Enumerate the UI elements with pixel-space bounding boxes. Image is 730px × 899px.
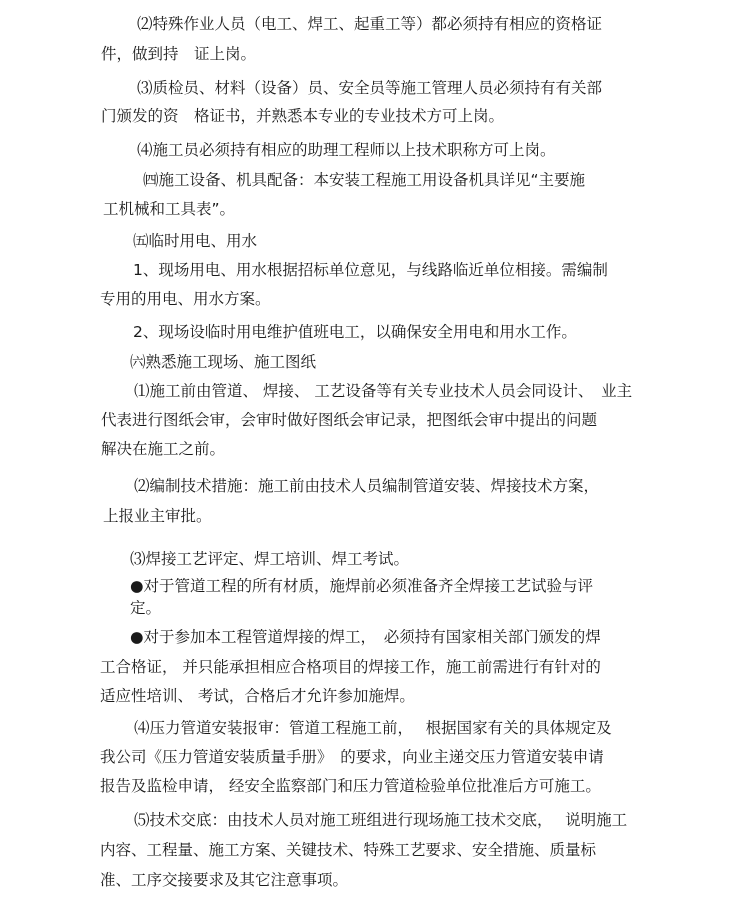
- text-line: 报告及监检申请， 经安全监察部门和压力管道检验单位批准后方可施工。: [100, 777, 601, 795]
- text-line: ⑵编制技术措施：施工前由技术人员编制管道安装、焊接技术方案，: [134, 477, 600, 495]
- text-line: 解决在施工之前。: [101, 440, 226, 458]
- text-line: ⑸技术交底：由技术人员对施工班组进行现场施工技术交底， 说明施工: [134, 811, 628, 829]
- text-line: 上报业主审批。: [103, 507, 212, 525]
- text-line: 门颁发的资 格证书，并熟悉本专业的专业技术方可上岗。: [101, 107, 505, 125]
- text-line: ⑶焊接工艺评定、焊工培训、焊工考试。: [130, 550, 410, 568]
- text-line: 适应性培训、 考试，合格后才允许参加施焊。: [100, 687, 415, 705]
- text-line: ⑶质检员、材料（设备）员、安全员等施工管理人员必须持有有关部: [137, 79, 603, 97]
- section-heading: ㈥熟悉施工现场、施工图纸: [130, 353, 317, 371]
- text-line: ㈣施工设备、机具配备：本安装工程施工用设备机具详见“主要施: [143, 171, 586, 189]
- text-line: 工合格证， 并只能承担相应合格项目的焊接工作，施工前需进行有针对的: [100, 658, 601, 676]
- text-line: 专用的用电、用水方案。: [100, 290, 271, 308]
- text-line: 内容、工程量、施工方案、关键技术、特殊工艺要求、安全措施、质量标: [100, 841, 597, 859]
- text-line: 准、工序交接要求及其它注意事项。: [100, 871, 349, 889]
- text-line: 件，做到持 证上岗。: [101, 45, 257, 63]
- text-line: 2、现场设临时用电维护值班电工，以确保安全用电和用水工作。: [133, 323, 577, 341]
- text-line: ⑷施工员必须持有相应的助理工程师以上技术职称方可上岗。: [137, 141, 556, 159]
- text-line: ⑴施工前由管道、 焊接、 工艺设备等有关专业技术人员会同设计、 业主: [134, 382, 633, 400]
- text-line: 代表进行图纸会审，会审时做好图纸会审记录，把图纸会审中提出的问题: [101, 411, 598, 429]
- text-line: ⑵特殊作业人员（电工、焊工、起重工等）都必须持有相应的资格证: [137, 15, 603, 33]
- bullet-item: ●对于参加本工程管道焊接的焊工， 必须持有国家相关部门颁发的焊: [130, 628, 601, 646]
- section-heading: ㈤临时用电、用水: [133, 232, 258, 250]
- text-line: 我公司《压力管道安装质量手册》 的要求，向业主递交压力管道安装申请: [100, 748, 604, 766]
- text-line: 1、现场用电、用水根据招标单位意见，与线路临近单位相接。需编制: [133, 261, 608, 279]
- text-line: 定。: [130, 599, 162, 617]
- bullet-item: ●对于管道工程的所有材质，施焊前必须准备齐全焊接工艺试验与评: [130, 577, 594, 595]
- text-line: ⑷压力管道安装报审：管道工程施工前， 根据国家有关的具体规定及: [134, 719, 612, 737]
- text-line: 工机械和工具表”。: [103, 200, 236, 218]
